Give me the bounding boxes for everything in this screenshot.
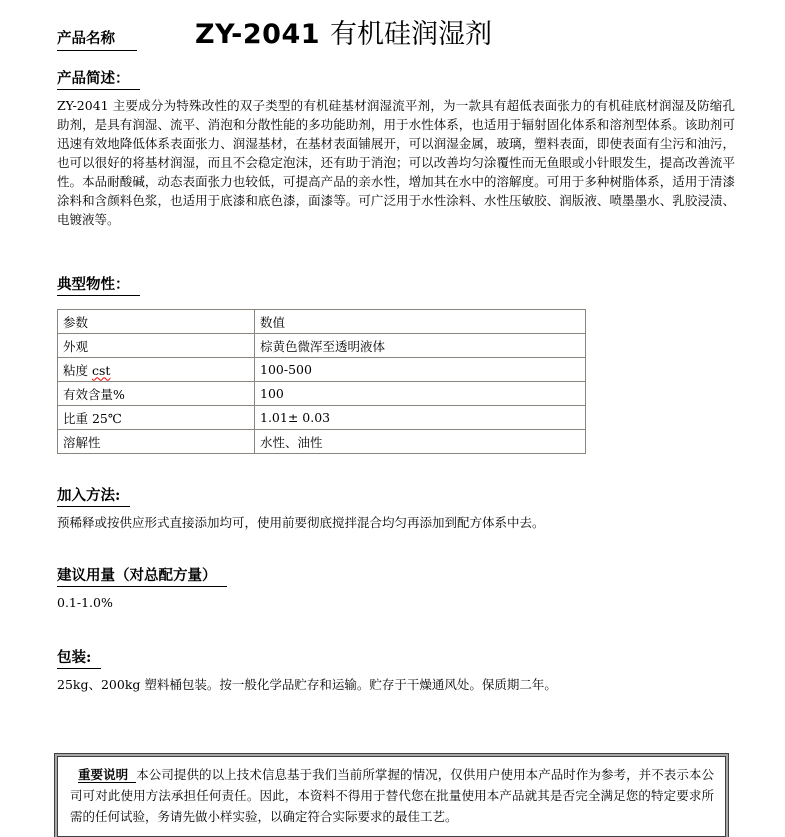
- product-model: ZY-2041: [195, 19, 321, 50]
- spellcheck-marked-text: cst: [91, 362, 111, 378]
- notice-label: 重要说明: [78, 767, 136, 783]
- table-row: [58, 310, 586, 334]
- section-heading-method: 加入方法:: [57, 484, 130, 507]
- section-heading-dosage: 建议用量（对总配方量）: [57, 564, 227, 587]
- value-cell: 100-500: [255, 358, 586, 382]
- table-row: [58, 430, 586, 454]
- product-name-label: 产品名称: [57, 27, 137, 51]
- title-row: [57, 12, 735, 51]
- value-cell: 棕黄色微浑至透明液体: [255, 334, 586, 358]
- table-row: [58, 334, 586, 358]
- param-cell: 外观: [58, 334, 255, 358]
- properties-table-body: [58, 310, 586, 454]
- param-cell: 参数: [58, 310, 255, 334]
- table-row: [58, 358, 586, 382]
- table-row: [58, 382, 586, 406]
- value-cell: 100: [255, 382, 586, 406]
- properties-table: [57, 309, 586, 454]
- param-cell: 粘度 cst: [58, 358, 255, 382]
- notice-body: 本公司提供的以上技术信息基于我们当前所掌握的情况，仅供用户使用本产品时作为参考，并不表示本公司可对此使用方法承担任何责任。因此，本资料不得用于替代您在批量使用本产品就其是否完全满足您的特定要求所需的任何试验，务请先做小样实验，以确定符合实际要求的最佳工艺。: [70, 767, 714, 824]
- dosage-value: 0.1-1.0%: [57, 595, 113, 610]
- value-cell: 水性、油性: [255, 430, 586, 454]
- brief-paragraph: ZY-2041 主要成分为特殊改性的双子类型的有机硅基材润湿流平剂，为一款具有超低表面张力的有机硅底材润湿及防缩孔助剂，是具有润湿、流平、消泡和分散性能的多功能助剂，用于水性体系，也适用于辐射固化体系和溶剂型体系。该助剂可迅速有效地降低体系表面张力、润湿基材，在基材表面铺展开，可以润湿金属，玻璃，塑料表面，即使表面有尘污和油污，也可以很好的将基材润湿，而且不会稳定泡沫，还有助于消泡；可以改善均匀涂覆性而无鱼眼或小针眼发生，提高改善流平性。本品耐酸碱，动态表面张力也较低，可提高产品的亲水性，增加其在水中的溶解度。可用于多种树脂体系，适用于清漆涂料和含颜料色浆，也适用于底漆和底色漆，面漆等。可广泛用于水性涂料、水性压敏胶、润版液、喷墨墨水、乳胶浸渍、电镀液等。: [57, 98, 735, 227]
- param-cell: 比重 25℃: [58, 406, 255, 430]
- value-cell: 数值: [255, 310, 586, 334]
- important-notice-box: [57, 756, 726, 837]
- section-heading-properties: 典型物性：: [57, 273, 140, 296]
- value-cell: 1.01± 0.03: [255, 406, 586, 430]
- method-paragraph: 预稀释或按供应形式直接添加均可，使用前要彻底搅拌混合均匀再添加到配方体系中去。: [57, 515, 545, 530]
- product-title-name: 有机硅润湿剂: [330, 19, 492, 50]
- table-row: [58, 406, 586, 430]
- section-heading-packaging: 包装:: [57, 646, 101, 669]
- packaging-paragraph: 25kg、200kg 塑料桶包装。按一般化学品贮存和运输。贮存于干燥通风处。保质期二年。: [57, 677, 557, 692]
- page-title: [195, 12, 492, 51]
- param-cell: 溶解性: [58, 430, 255, 454]
- section-heading-brief: 产品简述：: [57, 67, 140, 90]
- param-cell: 有效含量%: [58, 382, 255, 406]
